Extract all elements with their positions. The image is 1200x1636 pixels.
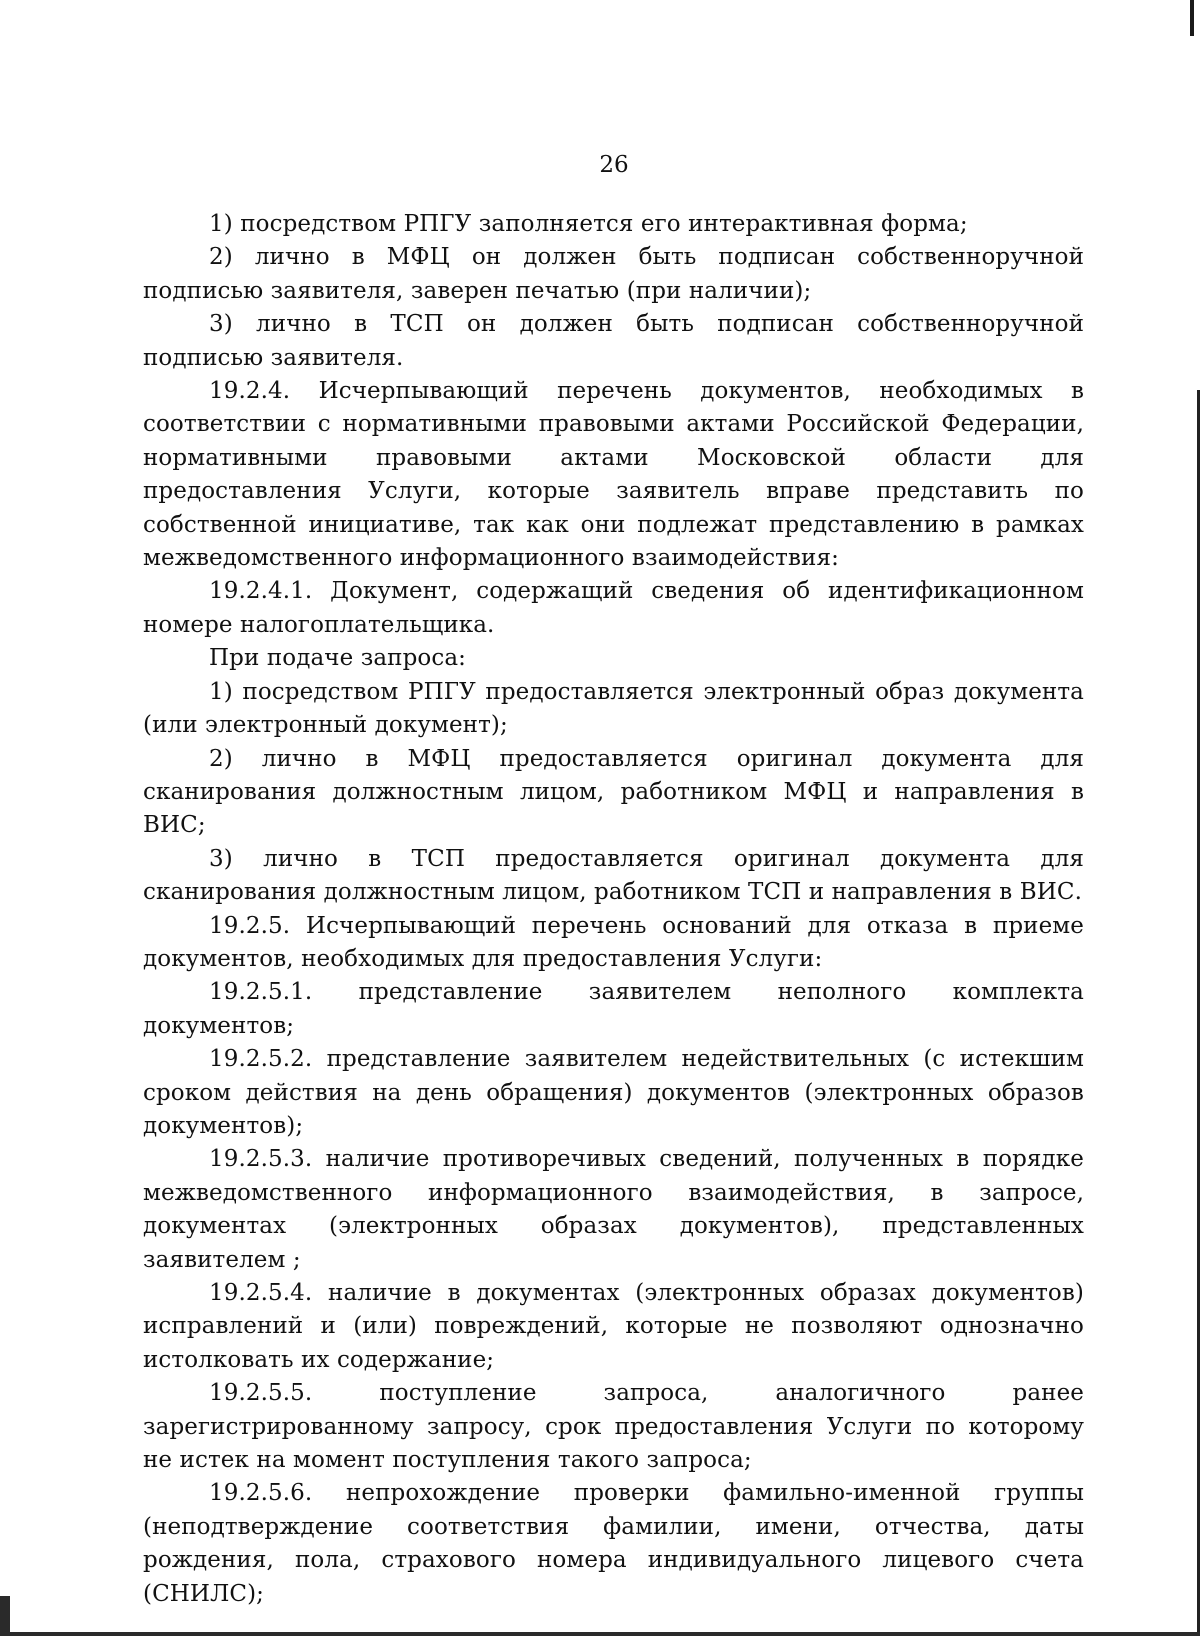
paragraph-tsp-signature: 3) лично в ТСП он должен быть подписан собственноручной подписью заявителя. xyxy=(143,311,1084,371)
paragraph-rpgu-image: 1) посредством РПГУ предоставляется электронный образ документа (или электронный документ); xyxy=(143,678,1084,739)
paragraph-19-2-5: 19.2.5. Исчерпывающий перечень оснований для отказа в приеме документов, необходимых для предоставления Услуги: xyxy=(143,912,1084,972)
paragraph-tsp-original: 3) лично в ТСП предоставляется оригинал документа для сканирования должностным лицом, работником ТСП и направления в ВИС. xyxy=(143,845,1084,906)
paragraph-19-2-4: 19.2.4. Исчерпывающий перечень документов, необходимых в соответствии с нормативными правовыми актами Российской Федерации, нормативными правовыми актами Московской области для предоставления Услуги, которые заявитель вправе представить по собственной инициативе, так как они подлежат представлению в рамках межведомственного информационного взаимодействия: xyxy=(143,378,1084,572)
paragraph-19-2-5-6: 19.2.5.6. непрохождение проверки фамильно-именной группы (неподтверждение соответствия фамилии, имени, отчества, даты рождения, пола, страхового номера индивидуального лицевого счета (СНИЛС); xyxy=(143,1480,1084,1607)
paragraph-mfc-signature: 2) лично в МФЦ он должен быть подписан собственноручной подписью заявителя, заверен печатью (при наличии); xyxy=(143,244,1084,304)
scan-edge-top-right xyxy=(1190,0,1194,36)
paragraph-rpgu-form: 1) посредством РПГУ заполняется его интерактивная форма; xyxy=(209,211,968,237)
page-number: 26 xyxy=(599,152,629,178)
scan-edge-bottom-left xyxy=(0,1596,10,1636)
paragraph-19-2-5-1: 19.2.5.1. представление заявителем неполного комплекта документов; xyxy=(143,979,1084,1039)
document-body xyxy=(143,208,1084,1611)
paragraph-19-2-5-5: 19.2.5.5. поступление запроса, аналогичного ранее зарегистрированному запросу, срок предоставления Услуги по которому не истек на момент поступления такого запроса; xyxy=(143,1380,1084,1474)
paragraph-mfc-original: 2) лично в МФЦ предоставляется оригинал документа для сканирования должностным лицом, работником МФЦ и направления в ВИС; xyxy=(143,745,1084,839)
paragraph-request-submission: При подаче запроса: xyxy=(209,645,466,672)
paragraph-19-2-5-4: 19.2.5.4. наличие в документах (электронных образах документов) исправлений и (или) повреждений, которые не позволяют однозначно истолковать их содержание; xyxy=(143,1280,1084,1373)
paragraph-19-2-4-1: 19.2.4.1. Документ, содержащий сведения об идентификационном номере налогоплательщика. xyxy=(143,578,1084,638)
paragraph-19-2-5-3: 19.2.5.3. наличие противоречивых сведений, полученных в порядке межведомственного информационного взаимодействия, в запросе, документах (электронных образах документов), представленных заявителем ; xyxy=(143,1146,1084,1273)
scan-edge-bottom xyxy=(0,1632,1200,1636)
paragraph-19-2-5-2: 19.2.5.2. представление заявителем недействительных (с истекшим сроком действия на день обращения) документов (электронных образов документов); xyxy=(143,1046,1084,1139)
